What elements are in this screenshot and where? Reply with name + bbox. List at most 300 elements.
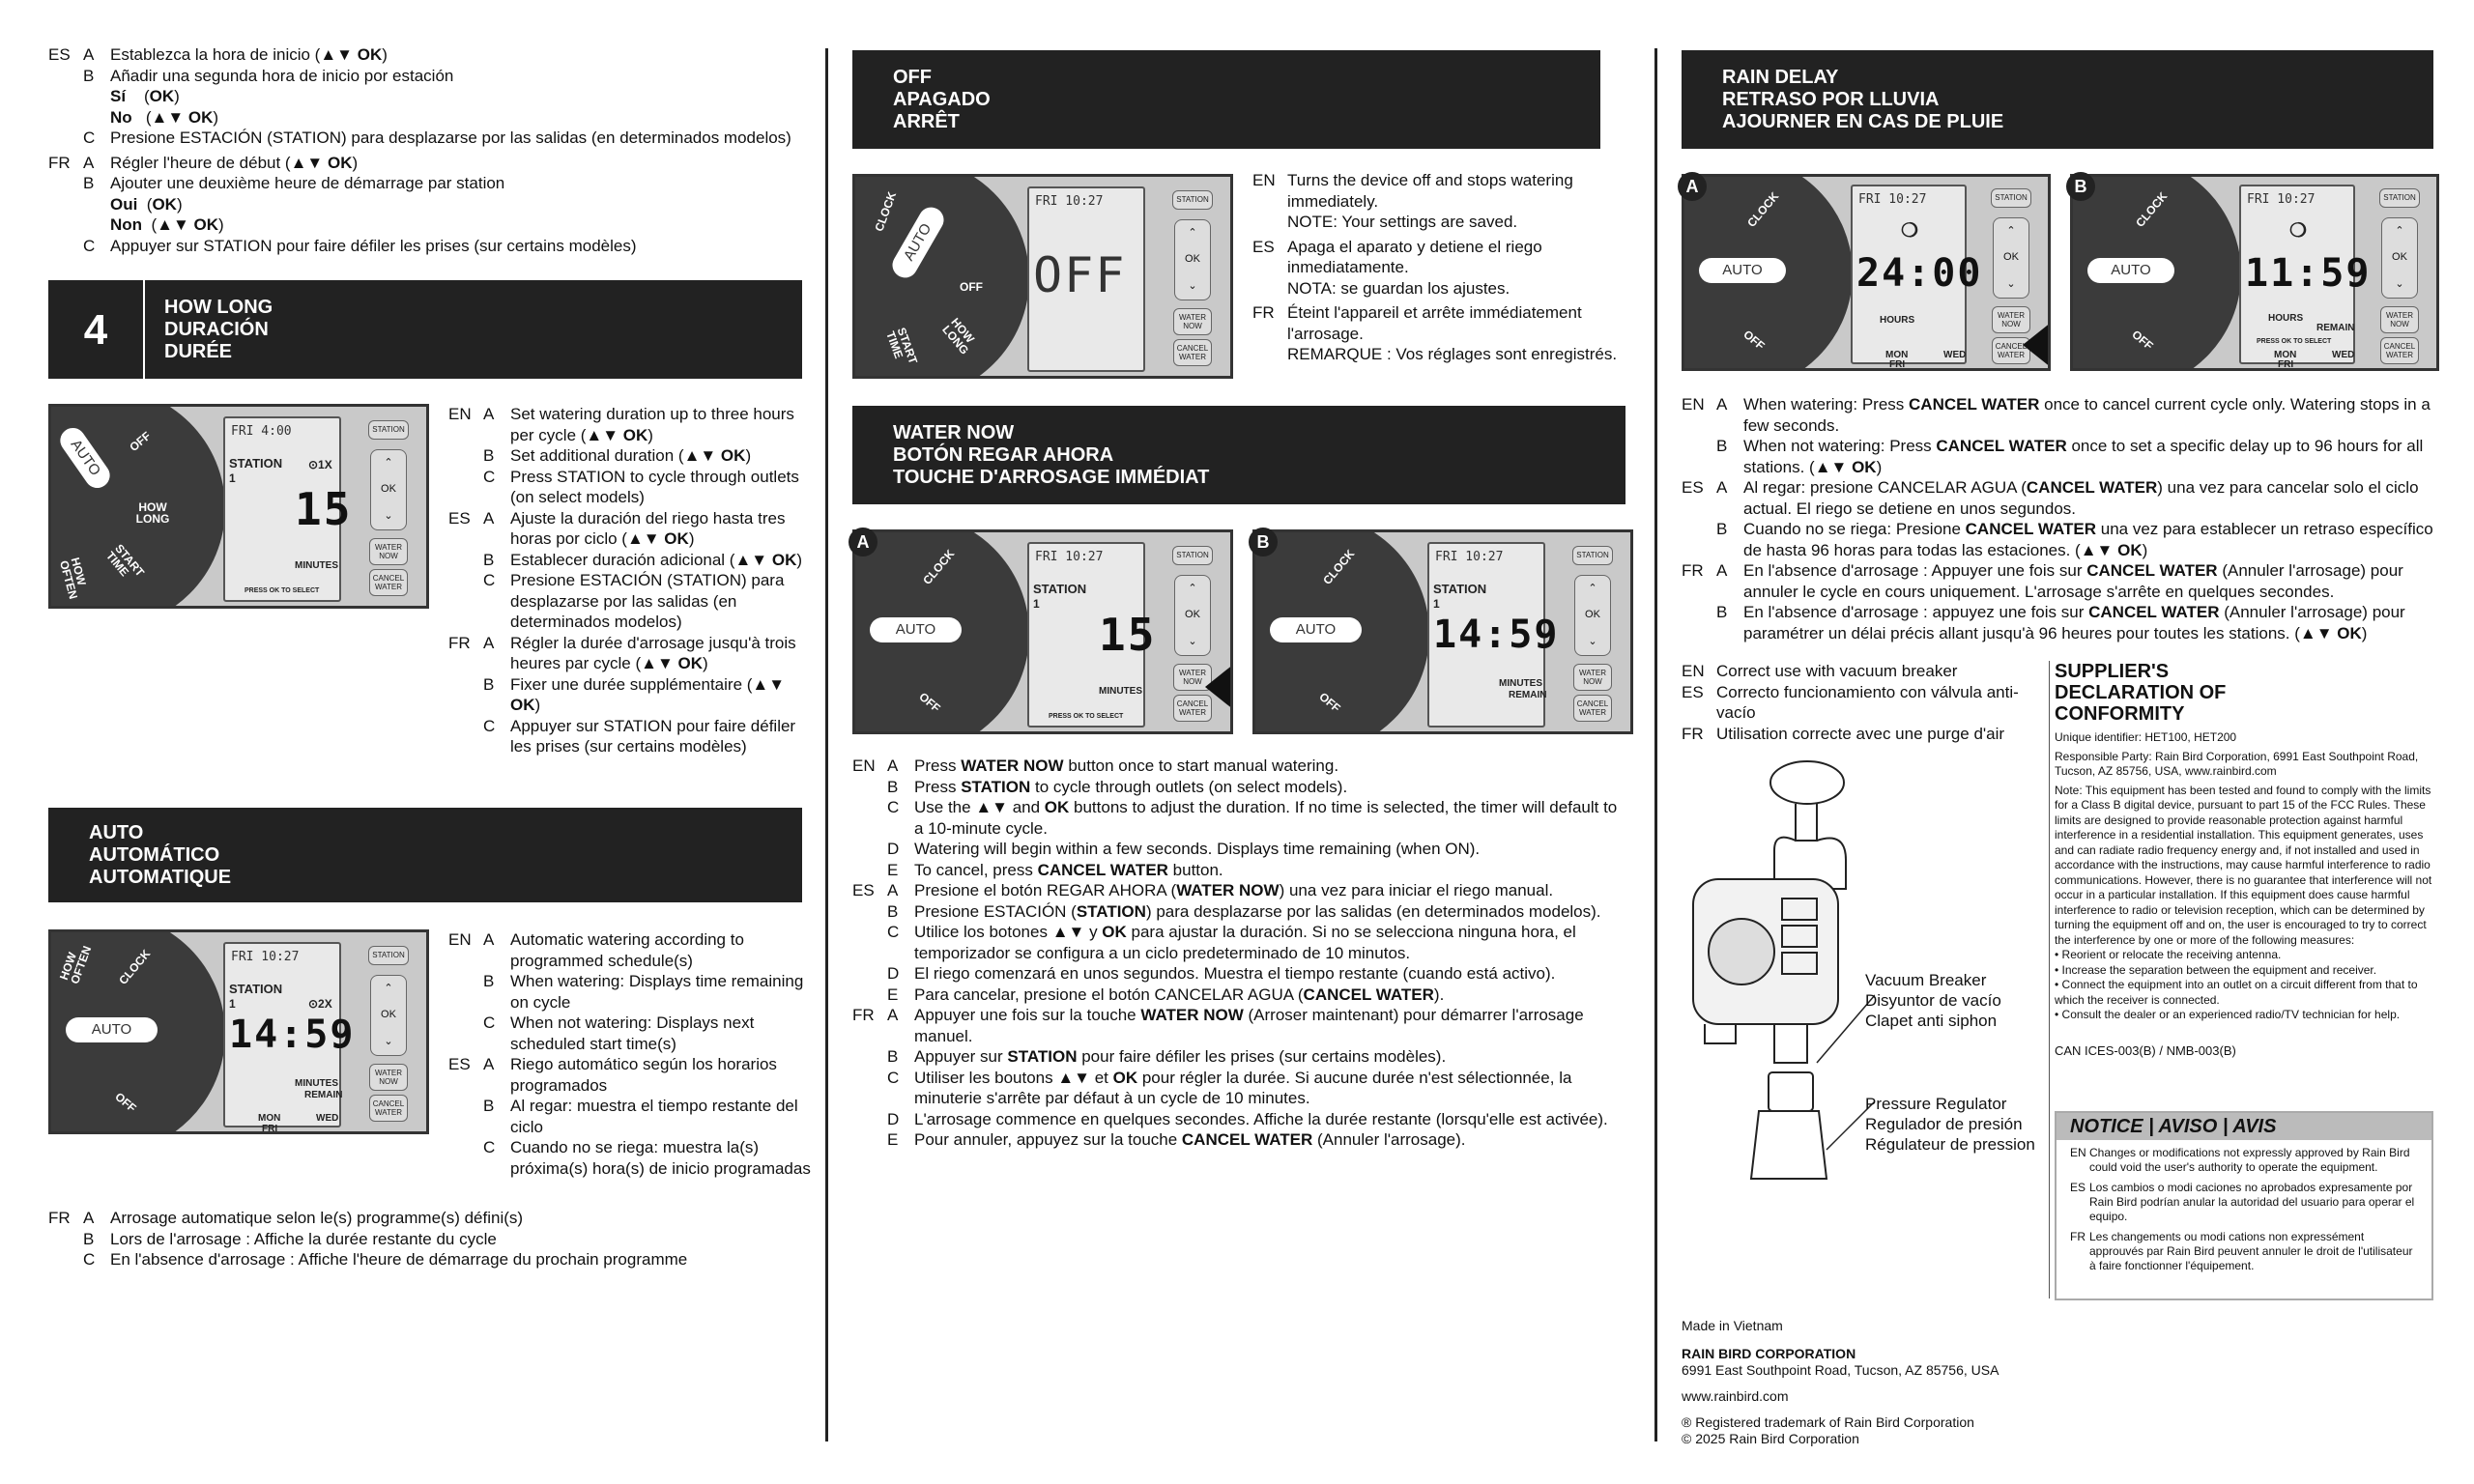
- instruction-text: Cuando no se riega: Presione CANCEL WATER una vez para establecer un retraso específico de hasta 96 horas para todas las estaciones. (▲▼ OK): [1743, 520, 2433, 559]
- auto-instructions-fr: [48, 1208, 812, 1270]
- lcd-off: OFF: [1033, 247, 1127, 303]
- station-button: STATION: [1991, 188, 2031, 208]
- device-illustration-auto: [48, 929, 429, 1134]
- lang-code: [448, 1137, 483, 1179]
- lcd-cycle: ⊙2X: [308, 997, 332, 1011]
- lang-code: ES: [1252, 237, 1275, 256]
- start-time-instructions: [48, 44, 812, 256]
- dial-label-off: OFF: [960, 280, 983, 294]
- step-letter: A: [1716, 395, 1728, 414]
- sdoc-line: Unique identifier: HET100, HET200: [2055, 730, 2237, 744]
- instruction-text: Pour annuler, appuyez sur la touche CANCEL WATER (Annuler l'arrosage).: [914, 1130, 1466, 1149]
- lcd-date: FRI 10:27: [1035, 194, 1104, 209]
- lang-code: EN: [1252, 171, 1276, 189]
- lang-code: [1682, 436, 1716, 477]
- step-letter: D: [887, 840, 900, 858]
- step-letter: B: [83, 1229, 95, 1248]
- step-letter: [83, 86, 110, 107]
- column-2: [852, 0, 1641, 1484]
- lcd-date: FRI 4:00: [231, 424, 292, 439]
- instruction-row: [448, 467, 816, 508]
- vacuum-breaker-instructions: [1682, 661, 2029, 744]
- instruction-row: [852, 985, 1625, 1006]
- instruction-row: [448, 570, 816, 633]
- mode-dial: [852, 529, 1029, 734]
- dial-label-clock: CLOCK: [920, 547, 958, 587]
- down-icon: ⌄: [1188, 279, 1197, 292]
- section-header-water-now: WATER NOW BOTÓN REGAR AHORA TOUCHE D'ARROSAGE IMMÉDIAT: [852, 406, 1625, 504]
- lang-code: FR: [852, 1006, 875, 1024]
- lang-code: [448, 674, 483, 716]
- up-ok-down-pad: [1174, 575, 1211, 656]
- instruction-text: Set additional duration (▲▼ OK): [510, 446, 752, 465]
- instruction-text: No (▲▼ OK): [110, 107, 219, 127]
- can-ices: CAN ICES-003(B) / NMB-003(B): [2055, 1042, 2236, 1058]
- lang-code: [448, 971, 483, 1013]
- device-buttons: [365, 946, 412, 1122]
- step-letter: A: [1716, 478, 1728, 497]
- how-long-instructions: [448, 404, 816, 757]
- lcd-wed: WED: [2332, 350, 2355, 360]
- section-header-how-long: [48, 280, 802, 379]
- instruction-row: [48, 1229, 812, 1250]
- dial-label-off: OFF: [1316, 689, 1343, 716]
- step-letter: A: [483, 633, 495, 652]
- instruction-row: [1682, 477, 2435, 519]
- step-letter: B: [483, 1097, 495, 1115]
- station-button: STATION: [1172, 546, 1213, 565]
- lang-code: [448, 467, 483, 508]
- instruction-text: Riego automático según los horarios programados: [510, 1055, 777, 1095]
- up-ok-down-pad: [1993, 217, 2029, 299]
- step-letter: C: [483, 1138, 496, 1156]
- lang-code: [48, 236, 83, 257]
- step-letter: B: [483, 972, 495, 990]
- lang-code: FR: [448, 633, 471, 652]
- lang-code: [852, 1109, 887, 1130]
- instruction-row: [48, 153, 812, 174]
- lang-code: [852, 860, 887, 881]
- cancel-water-button: CANCEL WATER: [1173, 339, 1212, 366]
- instruction-row: [1252, 237, 1620, 300]
- instruction-row: [1252, 170, 1620, 233]
- lcd-value: 15: [295, 483, 353, 535]
- instruction-row: [852, 777, 1625, 798]
- device-buttons: [1169, 190, 1216, 366]
- step-letter: D: [887, 1109, 900, 1128]
- lcd-display: [223, 416, 353, 602]
- lcd-value: 15: [1099, 609, 1157, 661]
- lang-code: FR: [48, 1209, 71, 1227]
- device-illustration-how-long: [48, 404, 429, 609]
- ok-label: OK: [1585, 609, 1600, 621]
- instruction-text: En l'absence d'arrosage : Affiche l'heure de démarrage du prochain programme: [110, 1250, 688, 1269]
- step-letter: [83, 194, 110, 215]
- step-letter: E: [887, 985, 899, 1004]
- instruction-text: Press STATION to cycle through outlets (on select models).: [914, 777, 1348, 796]
- dial-label-clock: CLOCK: [2133, 189, 2171, 230]
- legend-vacuum-breaker: Vacuum Breaker Disyuntor de vacío Clapet anti siphon: [1865, 971, 2001, 1030]
- notice-row: [2057, 1146, 2431, 1175]
- lcd-date: FRI 10:27: [2247, 192, 2316, 207]
- instruction-row: [448, 971, 816, 1013]
- instruction-row: [1252, 302, 1620, 365]
- lcd-value: 14:59: [1433, 613, 1560, 657]
- notice-row: [2057, 1181, 2431, 1224]
- notice-rows: [2057, 1146, 2431, 1273]
- instruction-row: [1682, 436, 2435, 477]
- badge-b: B: [1249, 528, 1278, 556]
- instruction-row: [48, 214, 812, 236]
- section-header-off: OFF APAGADO ARRÊT: [852, 50, 1600, 149]
- instruction-row: [448, 1054, 816, 1096]
- step-letter: [83, 214, 110, 236]
- instruction-row: [852, 963, 1625, 985]
- step-letter: A: [887, 756, 899, 775]
- step-letter: A: [83, 45, 95, 64]
- lcd-display: [223, 942, 356, 1134]
- ok-label: OK: [381, 1009, 396, 1021]
- device-buttons: [365, 420, 412, 596]
- lang-code: [1682, 519, 1716, 560]
- cancel-water-button: CANCEL WATER: [369, 569, 408, 596]
- ok-label: OK: [2003, 251, 2019, 264]
- lang-code: [48, 66, 83, 87]
- instruction-text: Añadir una segunda hora de inicio por estación: [110, 66, 454, 85]
- lcd-minutes: MINUTES: [295, 560, 338, 571]
- lang-code: ES: [448, 1055, 471, 1073]
- instruction-text: Automatic watering according to programmed schedule(s): [510, 930, 744, 970]
- step-letter: E: [887, 860, 899, 879]
- company-address: 6991 East Southpoint Road, Tucson, AZ 85756, USA: [1682, 1362, 1999, 1378]
- up-icon: ⌃: [1588, 583, 1597, 595]
- dial-label-clock: CLOCK: [872, 189, 900, 234]
- ok-label: OK: [1185, 253, 1200, 266]
- instruction-row: [852, 1109, 1625, 1130]
- lcd-value: 11:59: [2245, 251, 2372, 296]
- lang-code: EN: [448, 930, 472, 949]
- instruction-row: [1682, 394, 2435, 436]
- instruction-text: To cancel, press CANCEL WATER button.: [914, 860, 1223, 879]
- lang-code: [852, 922, 887, 963]
- dial-label-start-time: START TIME: [883, 326, 921, 366]
- cancel-water-button: CANCEL WATER: [369, 1095, 408, 1122]
- step-letter: C: [83, 236, 96, 255]
- instruction-text: Éteint l'appareil et arrête immédiatement l'arrosage. REMARQUE : Vos réglages sont enregistrés.: [1287, 303, 1618, 363]
- instruction-row: [448, 445, 816, 467]
- cancel-water-button: CANCEL WATER: [2380, 337, 2419, 364]
- device-illustration-off: [852, 174, 1233, 379]
- sdoc-line: • Increase the separation between the equipment and receiver.: [2055, 962, 2377, 977]
- lcd-station: STATION: [1033, 582, 1087, 596]
- lang-code: [448, 1013, 483, 1054]
- website-link[interactable]: www.rainbird.com: [1682, 1388, 1789, 1404]
- lcd-fri: FRI: [2278, 359, 2294, 370]
- lang-code: [852, 1068, 887, 1109]
- lcd-press-ok: PRESS OK TO SELECT: [2257, 338, 2332, 345]
- lang-code: [852, 1129, 887, 1151]
- lcd-press-ok: PRESS OK TO SELECT: [1049, 713, 1124, 720]
- dial-label-how-often: HOW OFTEN: [56, 944, 95, 986]
- mode-dial: [852, 174, 1029, 379]
- company-name: RAIN BIRD CORPORATION: [1682, 1346, 1856, 1361]
- instruction-text: Ajuste la duración del riego hasta tres horas por ciclo (▲▼ OK): [510, 508, 786, 548]
- lang-code: FR: [1252, 303, 1275, 322]
- notice-row: [2057, 1230, 2431, 1273]
- lcd-press-ok: PRESS OK TO SELECT: [245, 587, 320, 594]
- footer: [1682, 1318, 2165, 1447]
- made-in: Made in Vietnam: [1682, 1318, 1783, 1333]
- instruction-text: Watering will begin within a few seconds. Displays time remaining (when ON).: [914, 840, 1481, 858]
- instruction-text: Appuyer sur STATION pour faire défiler les prises (sur certains modèles).: [914, 1047, 1447, 1066]
- instruction-row: [852, 797, 1625, 839]
- lang-code: [852, 901, 887, 923]
- instruction-row: [448, 508, 816, 550]
- lcd-station-num: 1: [229, 471, 236, 485]
- instruction-text: Press WATER NOW button once to start manual watering.: [914, 756, 1339, 775]
- lcd-station: STATION: [1433, 582, 1487, 596]
- mode-dial: [48, 404, 225, 609]
- cancel-water-button: CANCEL WATER: [1173, 695, 1212, 722]
- step-letter: C: [887, 923, 900, 941]
- lcd-mon: MON: [2274, 350, 2297, 360]
- instruction-row: [852, 922, 1625, 963]
- lang-code: EN: [1682, 395, 1705, 414]
- lang-code: [448, 445, 483, 467]
- instruction-text: Appuyer sur STATION pour faire défiler les prises (sur certains modèles): [110, 236, 637, 255]
- instruction-row: [448, 1137, 816, 1179]
- auto-pointer: AUTO: [888, 203, 949, 282]
- step-letter: A: [483, 930, 495, 949]
- instruction-row: [852, 1068, 1625, 1109]
- lang-code: [852, 777, 887, 798]
- lcd-display: [1027, 542, 1157, 728]
- instruction-row: [48, 1249, 812, 1270]
- mode-dial: [2070, 174, 2241, 371]
- water-now-button: WATER NOW: [1173, 308, 1212, 335]
- lang-code: [1682, 602, 1716, 643]
- notice-box: [2055, 1111, 2433, 1300]
- up-ok-down-pad: [370, 449, 407, 530]
- device-buttons: [2376, 188, 2423, 364]
- step-letter: A: [887, 1006, 899, 1024]
- pointer-arrow-icon: [2023, 322, 2051, 368]
- step-letter: C: [483, 716, 496, 735]
- lang-code: [852, 985, 887, 1006]
- instruction-text: Apaga el aparato y detiene el riego inmediatamente. NOTA: se guardan los ajustes.: [1287, 237, 1542, 298]
- section-header-auto: AUTO AUTOMÁTICO AUTOMATIQUE: [48, 808, 802, 902]
- instruction-text: Turns the device off and stops watering immediately. NOTE: Your settings are saved.: [1287, 171, 1573, 231]
- lang-code: FR: [2070, 1230, 2086, 1243]
- lcd-station-num: 1: [229, 997, 236, 1011]
- lcd-date: FRI 10:27: [1035, 550, 1104, 564]
- lang-code: [852, 797, 887, 839]
- lcd-hours: HOURS: [1880, 315, 1915, 326]
- lang-code: [48, 1229, 83, 1250]
- lcd-wed: WED: [1943, 350, 1967, 360]
- lcd-minutes: MINUTES: [1499, 678, 1542, 689]
- step-letter: A: [483, 405, 495, 423]
- instruction-text: Establezca la hora de inicio (▲▼ OK): [110, 45, 388, 64]
- dial-label-clock: CLOCK: [116, 947, 154, 987]
- cancel-water-button: CANCEL WATER: [1992, 337, 2030, 364]
- how-long-title: HOW LONG DURACIÓN DURÉE: [164, 296, 273, 362]
- instruction-row: [448, 929, 816, 971]
- auto-pointer: AUTO: [870, 617, 962, 642]
- legend-pressure-regulator: Pressure Regulator Regulador de presión Régulateur de pression: [1865, 1095, 2035, 1154]
- sdoc-line: Responsible Party: Rain Bird Corporation, 6991 East Southpoint Road, Tucson, AZ 85756, USA, www.rainbird.com: [2055, 749, 2419, 778]
- instruction-text: Utilisation correcte avec une purge d'air: [1716, 724, 2005, 743]
- column-3: [1682, 0, 2445, 1484]
- instruction-row: [1682, 682, 2029, 724]
- auto-pointer: AUTO: [1270, 617, 1362, 642]
- lcd-fri: FRI: [262, 1124, 278, 1134]
- instruction-text: Arrosage automatique selon le(s) programme(s) défini(s): [110, 1209, 524, 1227]
- water-now-instructions: [852, 756, 1625, 1151]
- dial-label-how-long: HOW LONG: [135, 500, 170, 526]
- rain-drop-icon: ❍: [2289, 220, 2307, 242]
- lcd-mon: MON: [1885, 350, 1909, 360]
- instruction-row: [852, 1005, 1625, 1046]
- water-now-button: WATER NOW: [1573, 664, 1612, 691]
- sdoc-body: [2055, 730, 2433, 1023]
- instruction-text: Non (▲▼ OK): [110, 215, 224, 234]
- lcd-value: 24:00: [1856, 251, 1983, 296]
- lcd-cycle: ⊙1X: [308, 458, 332, 471]
- instruction-text: L'arrosage commence en quelques secondes. Affiche la durée restante (lorsqu'elle est activée).: [914, 1109, 1608, 1128]
- step-number: 4: [48, 280, 145, 379]
- divider: [2049, 661, 2050, 1298]
- lang-code: EN: [2070, 1146, 2086, 1159]
- lcd-station-num: 1: [1033, 597, 1040, 611]
- badge-b: B: [2066, 172, 2095, 201]
- column-divider: [1654, 48, 1657, 1441]
- column-1: [48, 0, 812, 1484]
- rain-drop-icon: ❍: [1901, 220, 1918, 242]
- auto-pointer: AUTO: [66, 1017, 158, 1042]
- notice-title: NOTICE | AVISO | AVIS: [2057, 1113, 2431, 1140]
- instruction-row: [1682, 661, 2029, 682]
- instruction-text: Al regar: muestra el tiempo restante del ciclo: [510, 1097, 798, 1136]
- instruction-row: [852, 901, 1625, 923]
- step-letter: C: [83, 1250, 96, 1269]
- cancel-water-button: CANCEL WATER: [1573, 695, 1612, 722]
- instruction-text: Presione ESTACIÓN (STATION) para desplazarse por las salidas (en determinados modelos): [510, 571, 785, 631]
- instruction-text: Use the ▲▼ and OK buttons to adjust the duration. If no time is selected, the timer will default to a 10-minute cycle.: [914, 798, 1618, 838]
- step-letter: [83, 107, 110, 128]
- step-letter: A: [83, 1209, 95, 1227]
- instruction-row: [48, 194, 812, 215]
- auto-pointer: AUTO: [55, 423, 114, 493]
- instruction-row: [48, 66, 812, 87]
- lang-code: [48, 194, 83, 215]
- device-illustration-water-now-b: [1252, 529, 1633, 734]
- lcd-remain: REMAIN: [2316, 323, 2355, 333]
- lang-code: [448, 550, 483, 571]
- up-ok-down-pad: [2381, 217, 2418, 299]
- lang-code: ES: [852, 881, 875, 899]
- ok-label: OK: [381, 483, 396, 496]
- dial-label-off: OFF: [2129, 327, 2156, 354]
- instruction-row: [48, 173, 812, 194]
- step-letter: C: [887, 1068, 900, 1087]
- lang-code: ES: [1682, 478, 1704, 497]
- down-icon: ⌄: [384, 1035, 393, 1047]
- up-ok-down-pad: [370, 975, 407, 1056]
- dial-label-off: OFF: [127, 428, 154, 455]
- instruction-text: When watering: Displays time remaining on cycle: [510, 972, 804, 1012]
- instruction-text: Correct use with vacuum breaker: [1716, 662, 1958, 680]
- lang-code: EN: [448, 405, 472, 423]
- lcd-station: STATION: [229, 456, 283, 471]
- lang-code: [852, 963, 887, 985]
- device-buttons: [1569, 546, 1616, 722]
- step-letter: B: [1716, 520, 1728, 538]
- station-button: STATION: [1172, 190, 1213, 210]
- dial-label-clock: CLOCK: [1744, 189, 1782, 230]
- down-icon: ⌄: [2395, 277, 2404, 290]
- water-now-button: WATER NOW: [369, 1064, 408, 1091]
- lcd-wed: WED: [316, 1113, 339, 1124]
- sdoc-line: • Consult the dealer or an experienced radio/TV technician for help.: [2055, 1008, 2401, 1021]
- lcd-minutes: MINUTES: [295, 1078, 338, 1089]
- up-icon: ⌃: [384, 457, 393, 470]
- dial-label-how-long: HOW LONG: [939, 315, 977, 357]
- instruction-text: When not watering: Press CANCEL WATER once to set a specific delay up to 96 hours for all stations. (▲▼ OK): [1743, 437, 2424, 476]
- lang-code: [448, 716, 483, 757]
- instruction-row: [1682, 519, 2435, 560]
- lcd-minutes: MINUTES: [1099, 686, 1142, 697]
- lang-code: EN: [1682, 662, 1705, 680]
- instruction-text: El riego comenzará en unos segundos. Muestra el tiempo restante (cuando está activo).: [914, 964, 1556, 983]
- lang-code: ES: [2070, 1181, 2086, 1194]
- lang-code: [448, 1096, 483, 1137]
- lcd-display: [2239, 185, 2372, 370]
- instruction-text: Oui (OK): [110, 194, 183, 214]
- instruction-text: Al regar: presione CANCELAR AGUA (CANCEL WATER) una vez para cancelar solo el ciclo actual. El riego se detiene en unos segundos.: [1743, 478, 2419, 518]
- step-letter: C: [887, 798, 900, 816]
- copyright: © 2025 Rain Bird Corporation: [1682, 1431, 1859, 1446]
- lang-code: EN: [852, 756, 876, 775]
- sdoc-title: SUPPLIER'S DECLARATION OF CONFORMITY: [2055, 661, 2227, 725]
- instruction-text: When watering: Press CANCEL WATER once to cancel current cycle only. Watering stops in a few seconds.: [1743, 395, 2431, 435]
- device-illustration-rain-delay-b: [2070, 174, 2439, 371]
- up-icon: ⌃: [2006, 225, 2016, 238]
- instruction-text: Correcto funcionamiento con válvula anti-vacío: [1716, 682, 2019, 722]
- lcd-value: 14:59: [229, 1013, 356, 1057]
- notice-text: Los cambios o modi caciones no aprobados expresamente por Rain Bird podrían anular la autoridad del usuario para operar el equipo.: [2089, 1181, 2415, 1223]
- instruction-text: When not watering: Displays next scheduled start time(s): [510, 1013, 755, 1053]
- auto-instructions: [448, 929, 816, 1179]
- lcd-display: [1427, 542, 1560, 728]
- step-letter: C: [83, 128, 96, 147]
- step-letter: D: [887, 964, 900, 983]
- ok-label: OK: [1185, 609, 1200, 621]
- supplier-declaration: [2055, 661, 2433, 1061]
- up-icon: ⌃: [2395, 225, 2404, 238]
- badge-a: A: [849, 528, 877, 556]
- instruction-row: [48, 1208, 812, 1229]
- step-letter: A: [483, 508, 495, 528]
- lcd-remain: REMAIN: [304, 1090, 343, 1100]
- instruction-row: [1682, 602, 2435, 643]
- device-illustration-water-now-a: [852, 529, 1233, 734]
- water-now-button: WATER NOW: [1173, 664, 1212, 691]
- lang-code: [48, 1249, 83, 1270]
- lcd-date: FRI 10:27: [231, 950, 300, 964]
- lcd-hours: HOURS: [2268, 313, 2304, 324]
- down-icon: ⌄: [2006, 277, 2016, 290]
